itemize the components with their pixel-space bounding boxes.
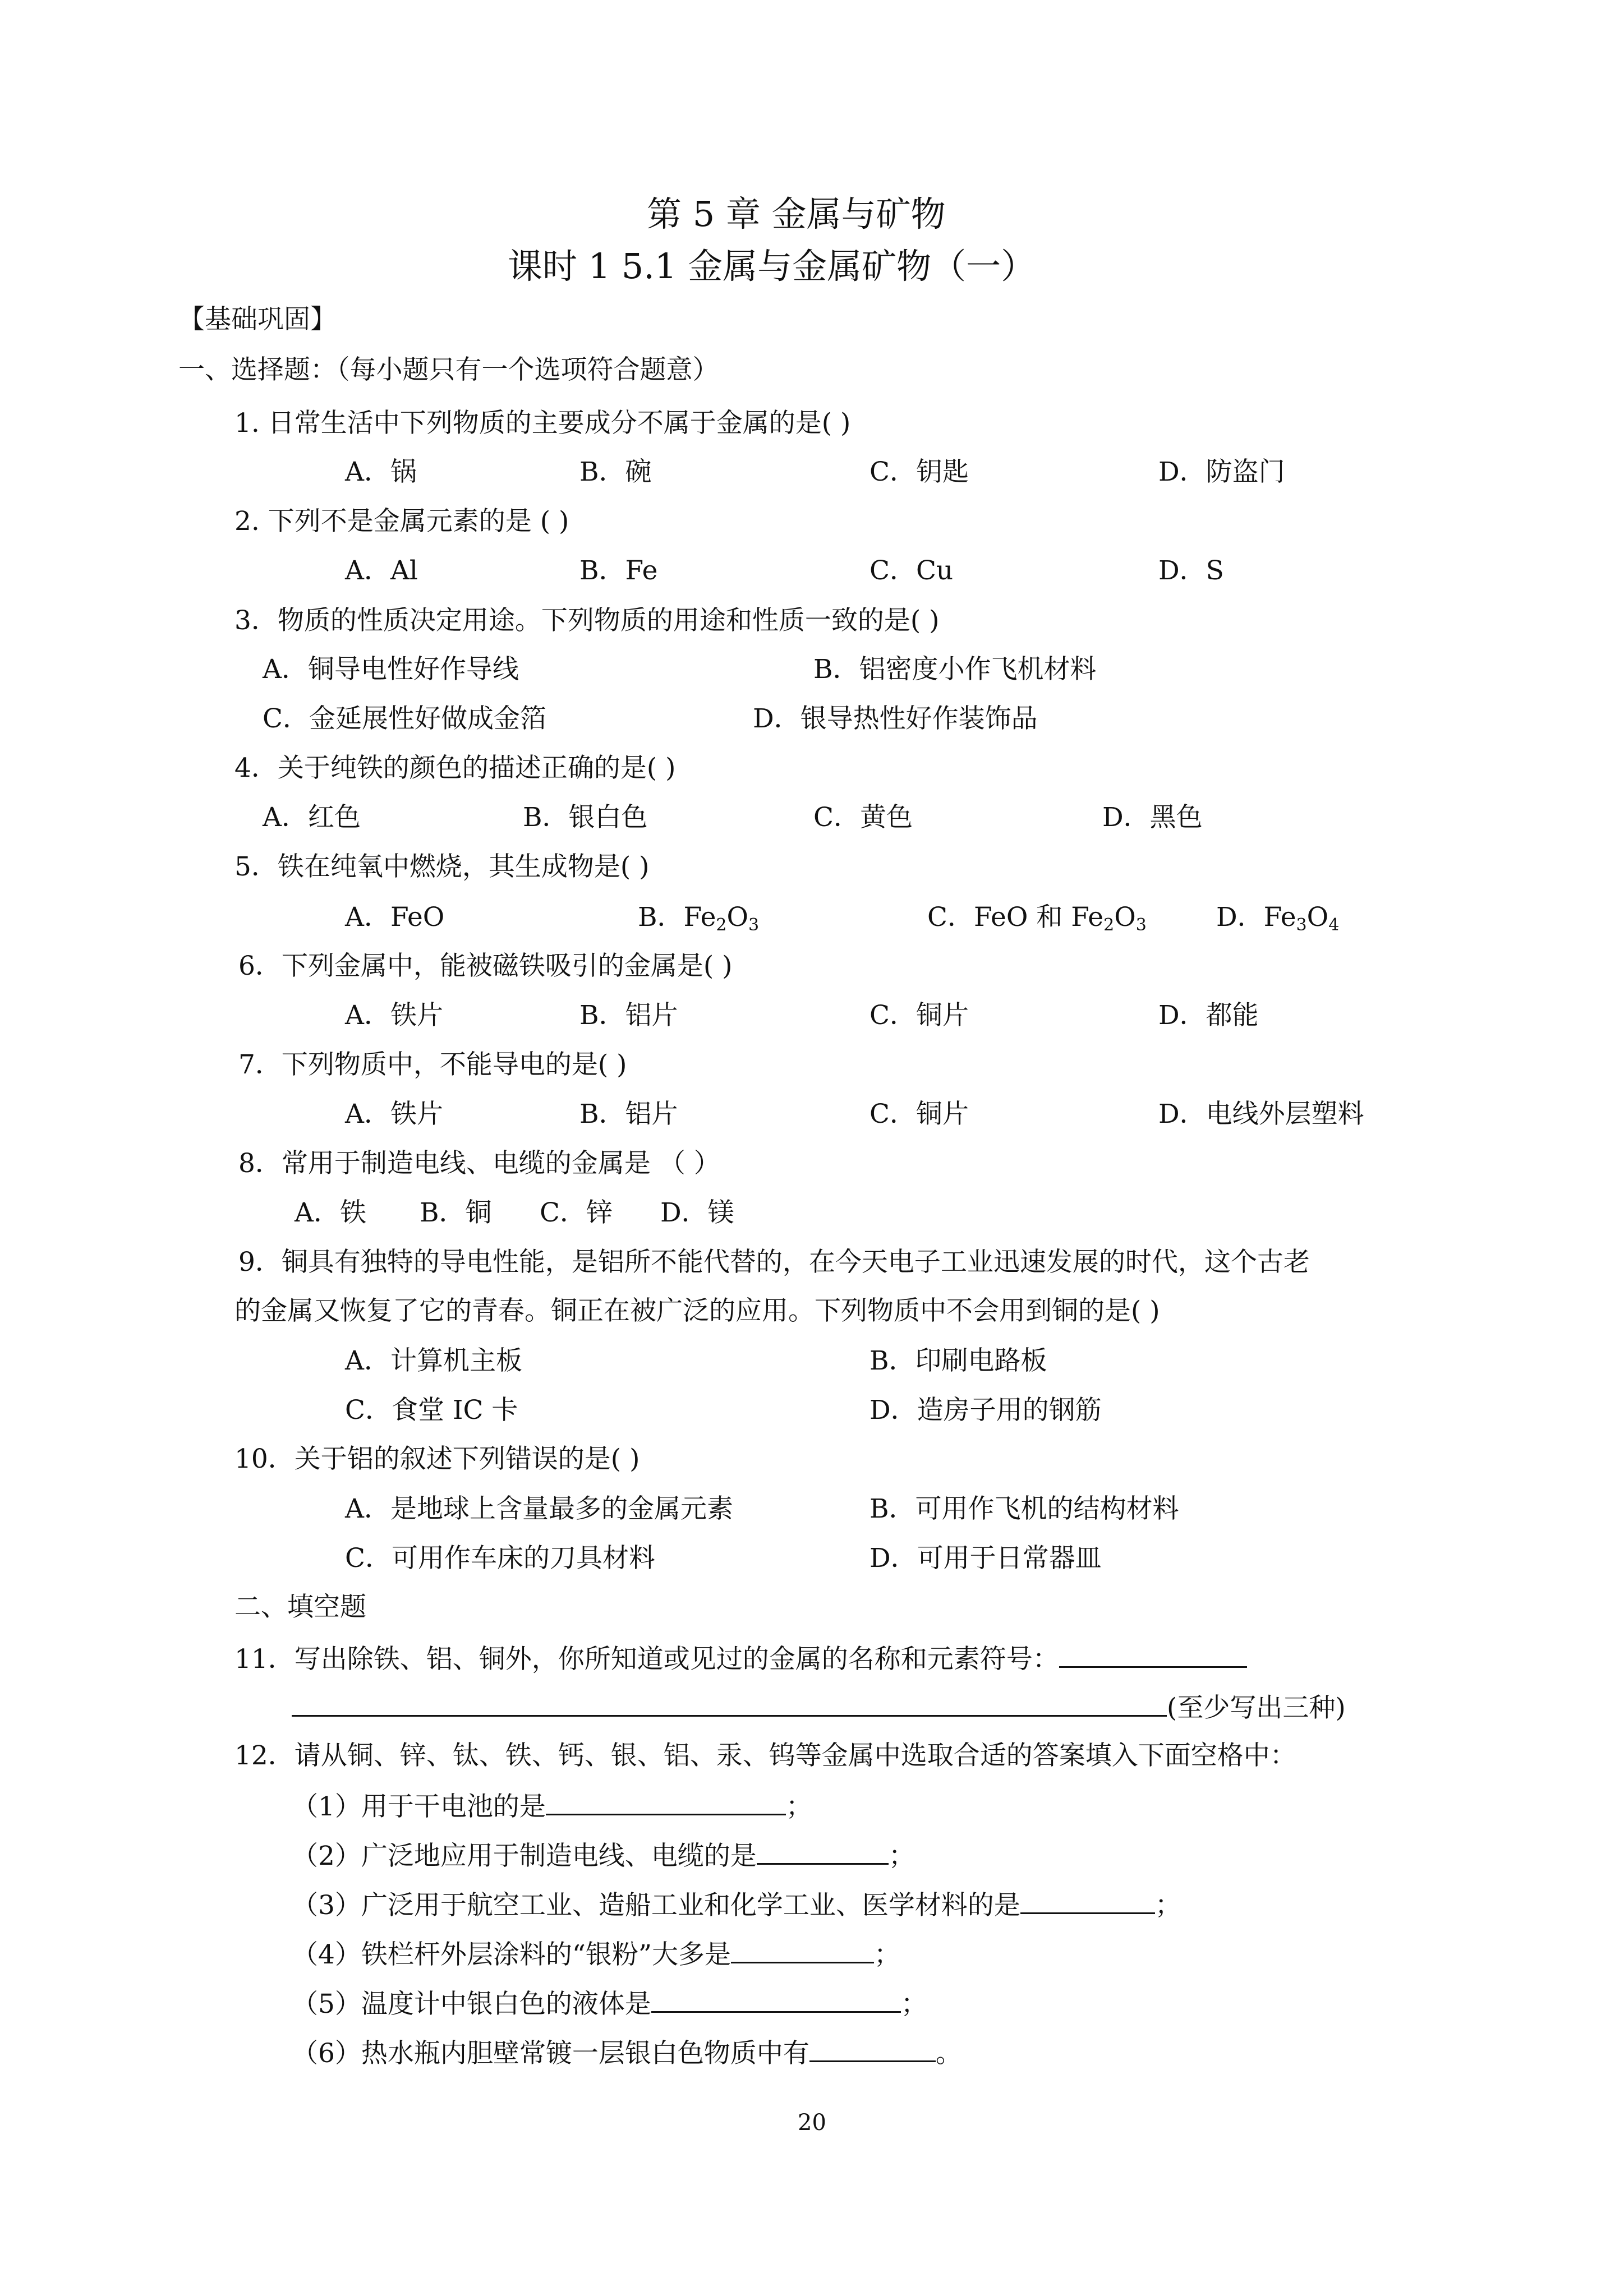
option: A．是地球上含量最多的金属元素	[345, 1493, 733, 1524]
question-note: (至少写出三种)	[1167, 1693, 1346, 1723]
option: A．FeO	[345, 902, 445, 933]
option-row	[0, 1344, 1624, 1378]
option: D．防盗门	[1158, 457, 1285, 487]
option: A．铁片	[345, 1000, 443, 1031]
option-row	[0, 653, 1624, 686]
section-heading: 【基础巩固】	[178, 304, 337, 335]
option: D．镁	[660, 1197, 734, 1228]
option: A．计算机主板	[345, 1345, 522, 1376]
question-stem: 4．关于纯铁的颜色的描述正确的是( )	[234, 753, 676, 783]
fill-item-text: （3）广泛用于航空工业、造船工业和化学工业、医学材料的是	[292, 1890, 1020, 1921]
fill-item-text: （6）热水瓶内胆壁常镀一层银白色物质中有	[292, 2038, 809, 2069]
question-stem: 5．铁在纯氧中燃烧，其生成物是( )	[234, 851, 650, 882]
fill-item-end: ；	[1154, 1890, 1181, 1921]
option-row	[0, 702, 1624, 736]
option-row	[0, 455, 1624, 489]
option: D．都能	[1158, 1000, 1259, 1031]
fill-item	[292, 1936, 900, 1972]
option-row	[0, 1492, 1624, 1526]
option: B．铝片	[579, 1099, 678, 1129]
page-number: 20	[798, 2110, 826, 2136]
part1-heading: 一、选择题：（每小题只有一个选项符合题意）	[178, 354, 719, 385]
question-stem: 9．铜具有独特的导电性能，是铝所不能代替的，在今天电子工业迅速发展的时代，这个古老	[238, 1247, 1310, 1278]
fill-item-text: （1）用于干电池的是	[292, 1791, 546, 1822]
option: C．金延展性好做成金箔	[263, 703, 546, 734]
question-stem: 2. 下列不是金属元素的是 ( )	[234, 506, 569, 537]
fill-item-text: （5）温度计中银白色的液体是	[292, 1989, 651, 2020]
question-stem: 7．下列物质中，不能导电的是( )	[238, 1049, 627, 1080]
option: B．碗	[579, 457, 652, 487]
fill-item-end: ；	[873, 1939, 900, 1970]
answer-blank[interactable]	[1020, 1887, 1155, 1914]
option-row	[0, 1196, 1624, 1230]
option-row	[0, 901, 1624, 934]
answer-blank[interactable]	[731, 1936, 874, 1963]
option: C．Cu	[869, 555, 954, 586]
chapter-title: 第 5 章 金属与矿物	[647, 193, 946, 234]
fill-item-end: ；	[785, 1791, 812, 1822]
option: D．黑色	[1102, 802, 1203, 833]
fill-item-end: ；	[888, 1841, 915, 1871]
option-row	[0, 1098, 1624, 1131]
option: B．印刷电路板	[869, 1345, 1047, 1376]
option: A．锅	[345, 457, 417, 487]
option: C．黄色	[813, 802, 913, 833]
answer-blank[interactable]	[809, 2035, 936, 2062]
option: B．铜	[420, 1197, 492, 1228]
option-row	[0, 1394, 1624, 1427]
question-stem: 3．物质的性质决定用途。下列物质的用途和性质一致的是( )	[234, 605, 940, 636]
option: D．S	[1158, 555, 1224, 586]
option: A．红色	[263, 802, 361, 833]
option-row	[0, 801, 1624, 835]
option: B．Fe	[579, 555, 658, 586]
option: B．铝密度小作飞机材料	[813, 654, 1097, 685]
fill-item-end: ；	[900, 1989, 927, 2020]
question-stem: 11．写出除铁、铝、铜外，你所知道或见过的金属的名称和元素符号：	[234, 1644, 1059, 1675]
question-stem: 1. 日常生活中下列物质的主要成分不属于金属的是( )	[234, 408, 851, 439]
question-stem: 的金属又恢复了它的青春。铜正在被广泛的应用。下列物质中不会用到铜的是( )	[234, 1295, 1160, 1326]
option: C．可用作车床的刀具材料	[345, 1543, 655, 1574]
option-row	[0, 999, 1624, 1032]
option: B．铝片	[579, 1000, 678, 1031]
option: D．电线外层塑料	[1158, 1099, 1364, 1129]
fill-item-end: 。	[935, 2038, 962, 2069]
option-row	[0, 1542, 1624, 1575]
option: C．食堂 IC 卡	[345, 1395, 518, 1426]
part2-heading: 二、填空题	[234, 1592, 366, 1622]
fill-item	[292, 1837, 915, 1873]
option: B．可用作飞机的结构材料	[869, 1493, 1179, 1524]
option: D．银导热性好作装饰品	[753, 703, 1038, 734]
option: C．FeO 和 $Fe_2O_3$	[927, 902, 1147, 935]
option: C．锌	[540, 1197, 613, 1228]
question-stem: 6．下列金属中，能被磁铁吸引的金属是( )	[238, 951, 733, 981]
option: D．可用于日常器皿	[869, 1543, 1102, 1574]
option: D．造房子用的钢筋	[869, 1395, 1102, 1426]
option: A．铁	[295, 1197, 366, 1228]
fill-item	[292, 1788, 812, 1824]
option: A．铜导电性好作导线	[263, 654, 519, 685]
option: C．铜片	[869, 1099, 969, 1129]
fill-item-text: （4）铁栏杆外层涂料的“银粉”大多是	[292, 1939, 731, 1970]
fill-question	[234, 1640, 1247, 1676]
fill-item-text: （2）广泛地应用于制造电线、电缆的是	[292, 1841, 757, 1871]
question-stem: 10．关于铝的叙述下列错误的是( )	[234, 1444, 640, 1474]
option-row	[0, 554, 1624, 588]
question-stem: 12．请从铜、锌、钛、铁、钙、银、铝、汞、钨等金属中选取合适的答案填入下面空格中：	[234, 1740, 1296, 1771]
fill-item	[292, 1887, 1181, 1922]
answer-blank[interactable]	[546, 1788, 786, 1815]
answer-blank[interactable]	[651, 1985, 901, 2013]
fill-question-line2	[292, 1689, 1346, 1725]
answer-blank[interactable]	[1059, 1640, 1247, 1668]
option: C．铜片	[869, 1000, 969, 1031]
option: A．铁片	[345, 1099, 443, 1129]
lesson-title: 课时 1 5.1 金属与金属矿物（一）	[508, 246, 1036, 287]
fill-item	[292, 2035, 962, 2071]
answer-blank[interactable]	[757, 1837, 889, 1865]
option: C．钥匙	[869, 457, 969, 487]
option: B．银白色	[523, 802, 648, 833]
fill-item	[292, 1985, 927, 2021]
question-stem: 8．常用于制造电线、电缆的金属是 （ ）	[238, 1148, 720, 1179]
option: B．$Fe_2O_3$	[638, 902, 760, 935]
option: D．$Fe_3O_4$	[1216, 902, 1340, 935]
answer-blank[interactable]	[292, 1689, 1167, 1717]
option: A．Al	[345, 555, 418, 586]
